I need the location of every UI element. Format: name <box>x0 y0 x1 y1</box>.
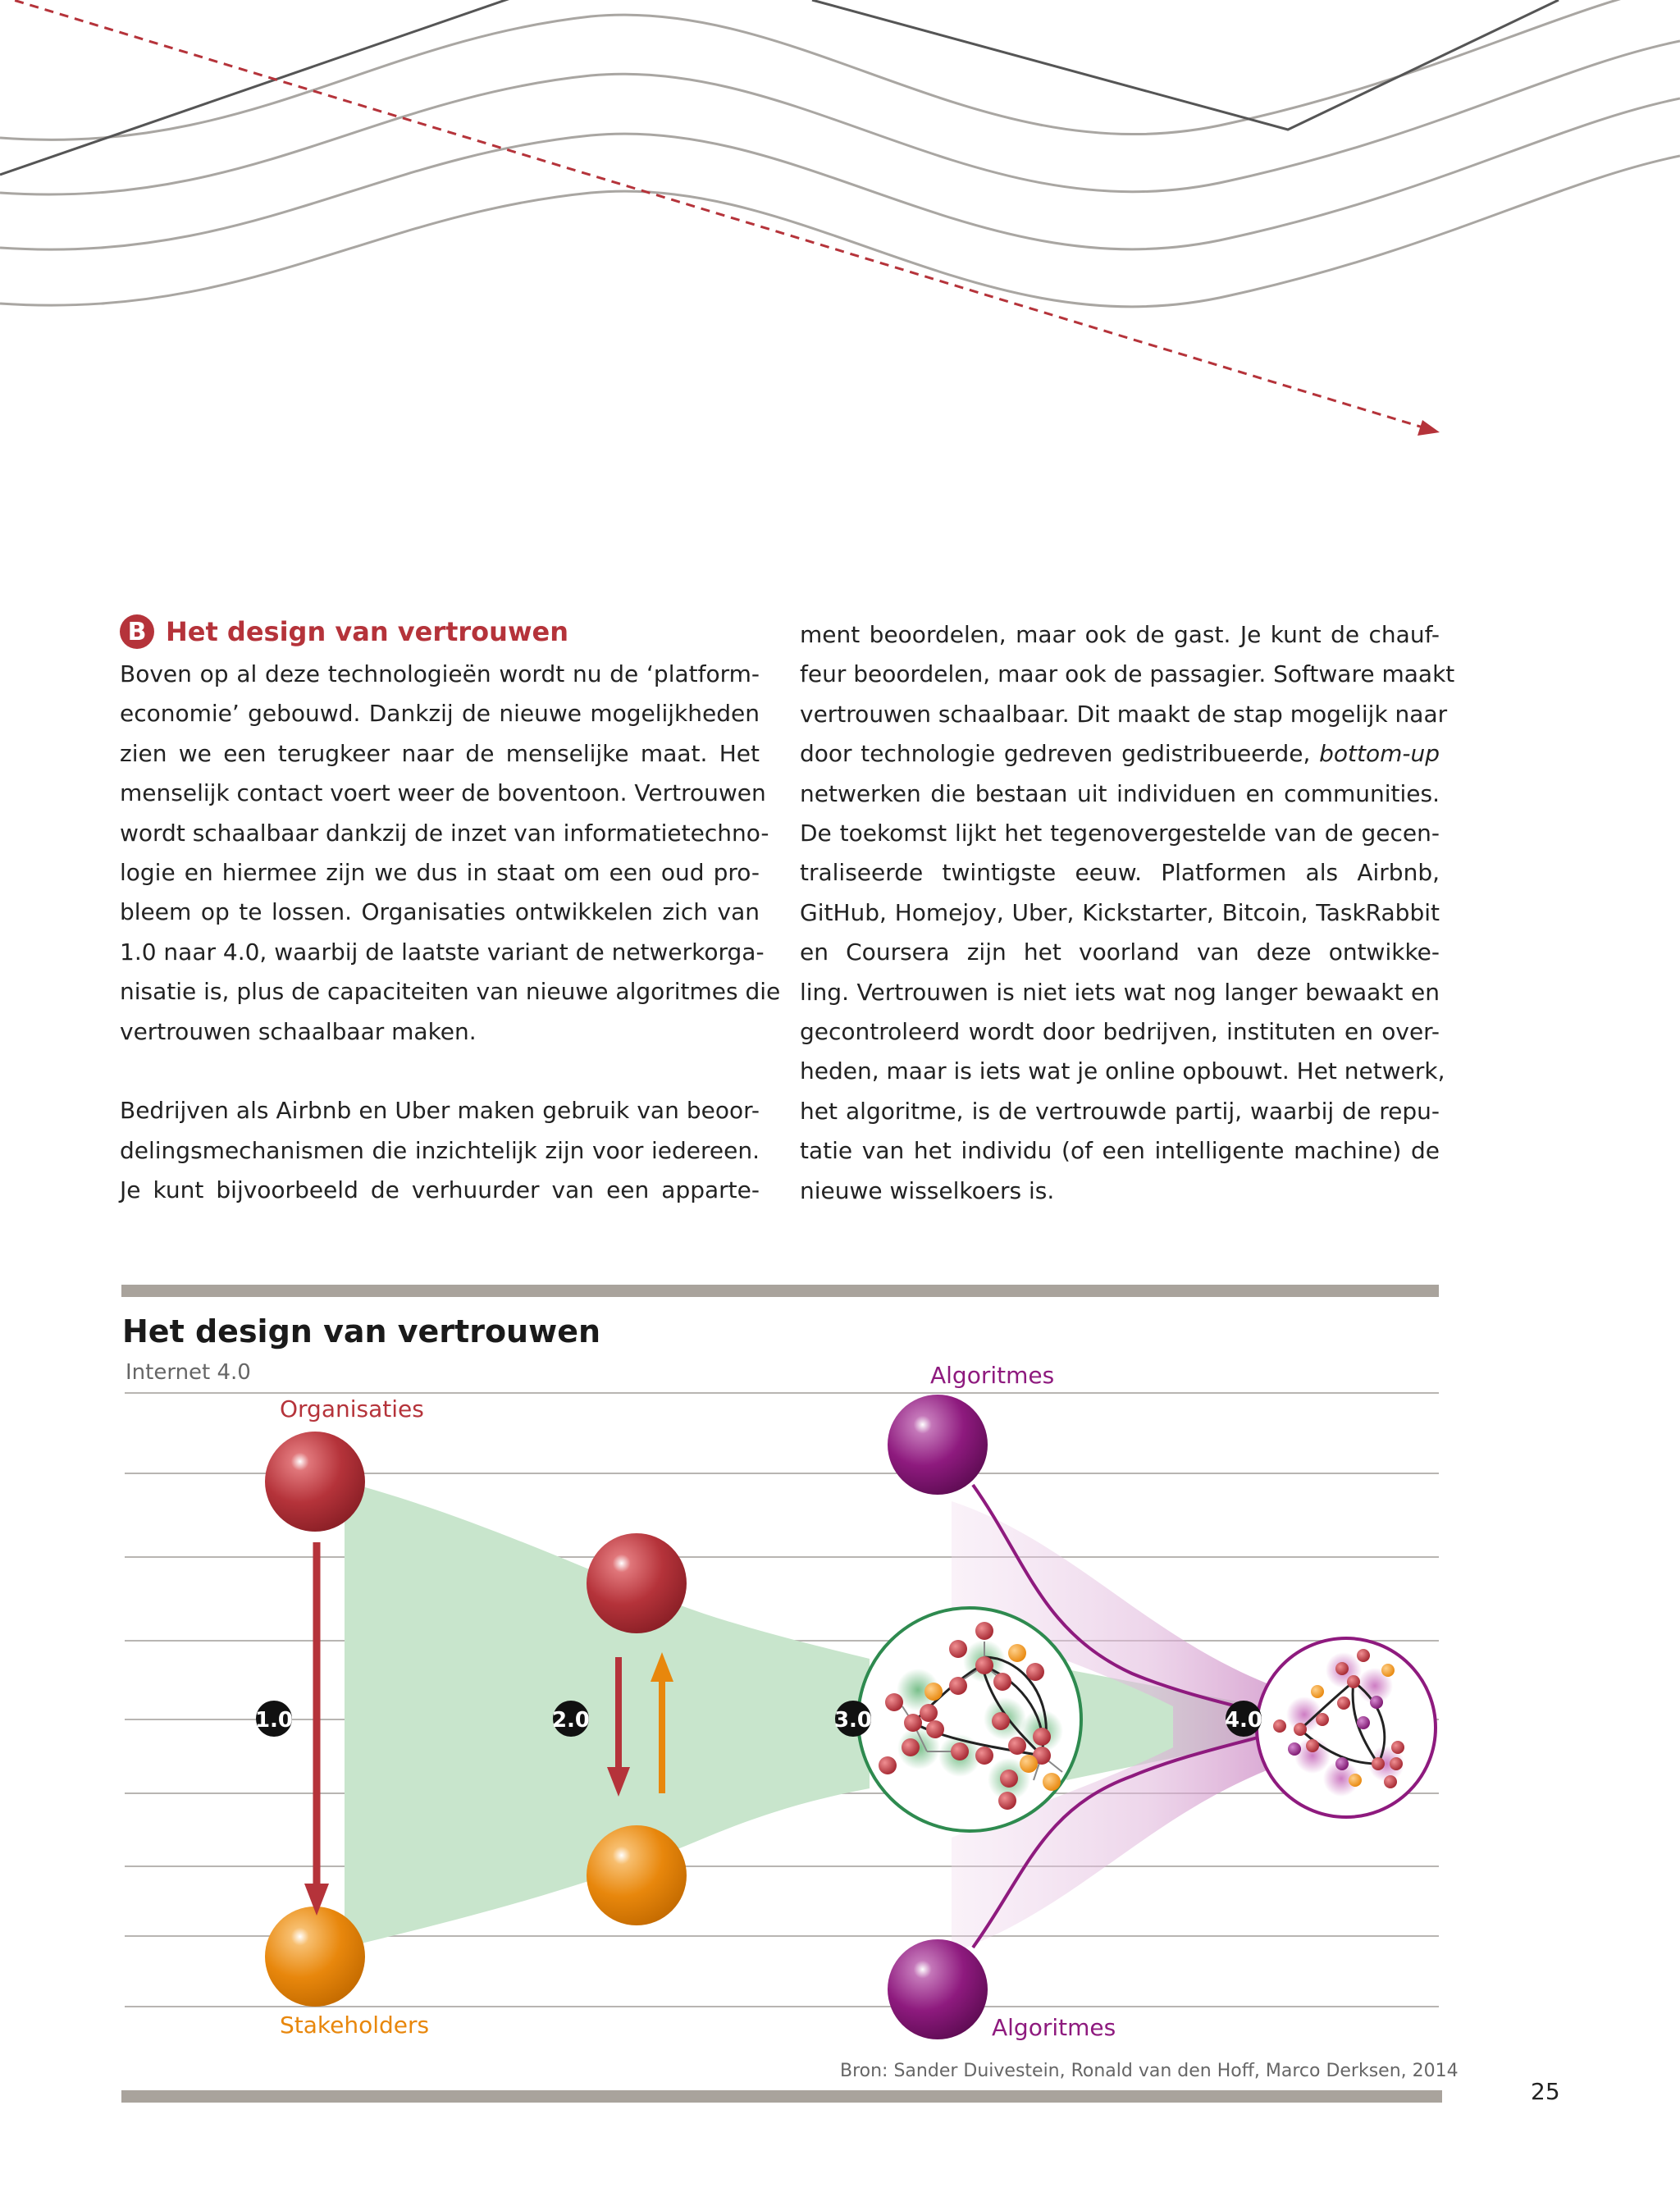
body-line: zien we een terugkeer naar de menselijke maat. Het <box>120 739 760 767</box>
arrow-1-0-down <box>304 1542 329 1916</box>
body-line: economie’ gebouwd. Dankzij de nieuwe mogelijkheden <box>120 700 760 728</box>
body-line: menselijk contact voert weer de boventoon. Vertrouwen <box>120 779 766 807</box>
body-line: Bedrijven als Airbnb en Uber maken gebruik van beoor- <box>120 1097 760 1125</box>
body-line: nieuwe wisselkoers is. <box>800 1176 1055 1204</box>
algoritmes-sphere-bottom <box>888 1939 988 2039</box>
section-title: Het design van vertrouwen <box>166 616 568 647</box>
section-badge: B <box>120 614 154 649</box>
body-line: delingsmechanismen die inzichtelijk zijn voor iedereen. <box>120 1136 760 1164</box>
figure-subtitle: Internet 4.0 <box>126 1360 251 1385</box>
body-line: vertrouwen schaalbaar. Dit maakt de stap mogelijk naar <box>800 700 1448 728</box>
body-line: bleem op te lossen. Organisaties ontwikkelen zich van <box>120 898 760 926</box>
body-line: 1.0 naar 4.0, waarbij de laatste variant de netwerkorga- <box>120 938 765 966</box>
svg-text:1.0: 1.0 <box>254 1708 294 1733</box>
body-line: De toekomst lijkt het tegenovergestelde van de gecen- <box>800 820 1440 847</box>
svg-text:2.0: 2.0 <box>551 1708 591 1733</box>
organisaties-sphere-2 <box>587 1533 687 1633</box>
algoritmes-sphere-top <box>888 1395 988 1495</box>
body-line: ling. Vertrouwen is niet iets wat nog langer bewaakt en <box>800 978 1440 1006</box>
body-line: GitHub, Homejoy, Uber, Kickstarter, Bitcoin, TaskRabbit <box>800 898 1440 926</box>
svg-text:4.0: 4.0 <box>1224 1708 1263 1733</box>
body-line: Boven op al deze technologieën wordt nu de ‘platform- <box>120 660 760 687</box>
stakeholders-sphere <box>265 1907 365 2007</box>
body-line: tatie van het individu (of een intelligente machine) de <box>800 1137 1440 1165</box>
body-line: wordt schaalbaar dankzij de inzet van informatietechno- <box>120 819 769 847</box>
organisaties-sphere <box>265 1432 365 1532</box>
stage-badge-1-0 <box>255 1701 293 1737</box>
body-line: vertrouwen schaalbaar maken. <box>120 1017 477 1045</box>
svg-text:3.0: 3.0 <box>833 1708 873 1733</box>
body-line: ment beoordelen, maar ook de gast. Je kunt de chauf- <box>800 621 1440 648</box>
network-4-0 <box>1257 1638 1436 1817</box>
network-3-0 <box>858 1608 1081 1831</box>
body-line: gecontroleerd wordt door bedrijven, instituten en over- <box>800 1018 1440 1046</box>
body-text: door technologie gedreven gedistribueerde, <box>800 740 1320 768</box>
figure-title: Het design van vertrouwen <box>122 1313 601 1349</box>
figure-source: Bron: Sander Duivestein, Ronald van den Hoff, Marco Derksen, 2014 <box>840 2061 1459 2081</box>
figure-top-bar <box>121 1285 1439 1297</box>
label-algoritmes-top: Algoritmes <box>930 1362 1055 1389</box>
body-line: logie en hiermee zijn we dus in staat om een oud pro- <box>120 859 760 887</box>
label-stakeholders: Stakeholders <box>280 2012 430 2039</box>
body-line: het algoritme, is de vertrouwde partij, waarbij de repu- <box>800 1097 1440 1125</box>
body-line: Je kunt bijvoorbeeld de verhuurder van een apparte- <box>120 1176 760 1204</box>
italic-term: bottom-up <box>1319 740 1440 768</box>
label-organisaties: Organisaties <box>280 1395 424 1423</box>
figure-bottom-bar <box>121 2090 1442 2103</box>
body-line: heden, maar is iets wat je online opbouwt. Het netwerk, <box>800 1057 1445 1085</box>
label-algoritmes-bottom: Algoritmes <box>992 2014 1116 2041</box>
page-number: 25 <box>1531 2078 1560 2105</box>
body-line: netwerken die bestaan uit individuen en communities. <box>800 779 1440 807</box>
body-line: traliseerde twintigste eeuw. Platformen als Airbnb, <box>800 859 1440 887</box>
body-line: feur beoordelen, maar ook de passagier. Software maakt <box>800 660 1455 688</box>
stakeholders-sphere-2 <box>587 1825 687 1925</box>
body-line: nisatie is, plus de capaciteiten van nieuwe algoritmes die <box>120 978 781 1006</box>
body-line: en Coursera zijn het voorland van deze ontwikke- <box>800 938 1440 966</box>
